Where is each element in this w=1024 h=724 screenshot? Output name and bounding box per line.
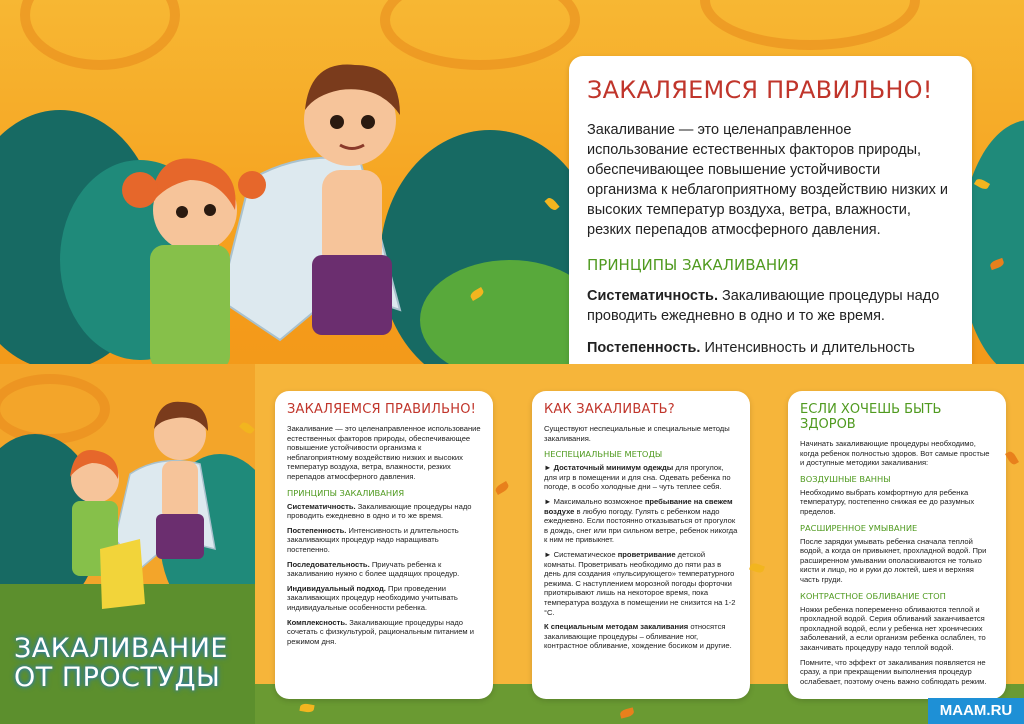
- method-item: [544, 622, 738, 651]
- top-info-panel: [569, 56, 972, 386]
- cover-column: [0, 364, 255, 724]
- method-item: [544, 463, 738, 492]
- method-item-bold: проветривание: [617, 549, 676, 559]
- cover-children-illustration: [40, 389, 230, 619]
- method-item-text: относятся закаливающие процедуры – обливание ног, контрастное обливание, хождение босиком и другие.: [544, 622, 732, 651]
- principle-item: [287, 560, 481, 579]
- methods-panel: [532, 391, 750, 699]
- principle-2-text: Интенсивность и длительность: [700, 340, 915, 356]
- top-panel-title: ЗАКАЛЯЕМСЯ ПРАВИЛЬНО!: [587, 76, 933, 104]
- principle-item-text: Закаливающие процедуры надо проводить ежедневно в одно и то же время.: [287, 501, 472, 521]
- top-panel-principle-1: [587, 286, 954, 326]
- healthy-panel-outro: Помните, что эффект от закаливания появляется не сразу, а при прекращении выполнения процедур ослабевает, поэтому очень важно соблюдать режим.: [800, 657, 987, 686]
- method-item-bold: Достаточный минимум одежды: [553, 463, 674, 473]
- methods-column: [512, 364, 768, 724]
- cover-title: [14, 634, 228, 692]
- principle-item-text: Интенсивность и длительность закаливающих процедур надо наращивать постепенно.: [287, 525, 459, 554]
- air-baths-text: Необходимо выбрать комфортную для ребенка температуру, постепенно снижая ее до разумных пределов.: [800, 487, 975, 516]
- principle-item: [287, 502, 481, 521]
- principle-1-bold: Систематичность.: [587, 288, 718, 304]
- top-panel-intro: Закаливание — это целенаправленное использование естественных факторов природы, обеспечивающее повышение устойчивости организма к неблагоприятному воздействию низких и высоких температур воздуха, ветра, влажности, резких перепадов атмосферного давления.: [587, 122, 949, 238]
- methods-panel-intro: Существуют неспециальные и специальные методы закаливания.: [544, 424, 730, 443]
- principle-item-bold: Последовательность.: [287, 559, 370, 569]
- principle-item-bold: Индивидуальный подход.: [287, 583, 386, 593]
- principle-item: [287, 526, 481, 555]
- top-panel-subtitle: ПРИНЦИПЫ ЗАКАЛИВАНИЯ: [587, 256, 799, 274]
- contrast-subtitle: КОНТРАСТНОЕ ОБЛИВАНИЕ СТОП: [800, 590, 946, 601]
- principle-item: [287, 618, 481, 647]
- principle-item-text: Закаливающие процедуры надо сочетать с физкультурой, рациональным питанием и режимом дня.: [287, 617, 474, 646]
- principles-panel-subtitle: ПРИНЦИПЫ ЗАКАЛИВАНИЯ: [287, 487, 405, 498]
- healthy-panel-title: ЕСЛИ ХОЧЕШЬ БЫТЬ ЗДОРОВ: [800, 402, 942, 432]
- air-baths-subtitle: ВОЗДУШНЫЕ ВАННЫ: [800, 473, 891, 484]
- principles-column: [255, 364, 512, 724]
- method-item-prefix: ►: [544, 463, 554, 473]
- methods-panel-title: КАК ЗАКАЛИВАТЬ?: [544, 402, 675, 417]
- method-item-text: для прогулок, для игр в помещении и для сна. Одевать ребенка по погоде, в особо холодные дни – чуть теплее себя.: [544, 463, 731, 492]
- children-illustration: [100, 40, 440, 370]
- methods-panel-subtitle: НЕСПЕЦИАЛЬНЫЕ МЕТОДЫ: [544, 449, 663, 460]
- method-item-bold: К специальным методам закаливания: [544, 622, 689, 632]
- method-item-text: детской комнаты. Проветривать необходимо до пяти раз в день для создания «пульсирующего» температурного режима. С наступлением морозной погоды форточки приоткрывают лишь на некоторое время, пока температура воздуха в помещении не снизится на 1-2 °С.: [544, 549, 736, 617]
- healthy-panel-intro: Начинать закаливающие процедуры необходимо, когда ребенок полностью здоров. Вот самые простые и доступные методики закаливания:: [800, 439, 990, 468]
- principle-item-text: Приучать ребенка к закаливанию нужно с более щадящих процедур.: [287, 559, 460, 579]
- method-item: [544, 497, 738, 545]
- washing-text: После зарядки умывать ребенка сначала теплой водой, а когда он привыкнет, прохладной водой. При расширенном умывании ополаскиваются не только кисти и лицо, но и руки до локтей, шея и верхняя часть груди.: [800, 536, 987, 584]
- principle-item: [287, 584, 481, 613]
- principle-item-text: При проведении закаливающих процедур необходимо учитывать индивидуальные особенности ребенка.: [287, 583, 458, 612]
- principle-item-bold: Постепенность.: [287, 525, 347, 535]
- principles-panel-title: ЗАКАЛЯЕМСЯ ПРАВИЛЬНО!: [287, 402, 477, 417]
- principles-panel-intro: Закаливание — это целенаправленное использование естественных факторов природы, обеспечивающее повышение устойчивости организма к неблагоприятному воздействию низких и высоких температур воздуха, ветра, влажности, резких перепадов атмосферного давления.: [287, 424, 481, 481]
- principle-item-bold: Систематичность.: [287, 501, 356, 511]
- watermark-badge: MAAM.RU: [928, 698, 1024, 724]
- principle-1-text: Закаливающие процедуры надо проводить ежедневно в одно и то же время.: [587, 288, 940, 324]
- method-item-prefix: ► Систематическое: [544, 549, 618, 559]
- method-item-bold: пребывание на свежем воздухе: [544, 496, 733, 516]
- washing-subtitle: РАСШИРЕННОЕ УМЫВАНИЕ: [800, 522, 918, 533]
- cover-title-line-2: ОТ ПРОСТУДЫ: [14, 662, 221, 693]
- principle-2-bold: Постепенность.: [587, 340, 701, 356]
- principle-item-bold: Комплексность.: [287, 617, 348, 627]
- healthy-column: [768, 364, 1024, 724]
- brochure-spread: [0, 364, 1024, 724]
- cover-title-line-1: ЗАКАЛИВАНИЕ: [14, 633, 228, 664]
- healthy-panel: [788, 391, 1006, 699]
- contrast-text: Ножки ребенка попеременно обливаются теплой и прохладной водой. Серия обливаний заканчивается прохладной водой, если у ребенка нет хронических заболеваний, а если организм ребенка ослаблен, то заканчивать процедуру надо теплой водой.: [800, 604, 986, 652]
- method-item-text: в любую погоду. Гулять с ребенком надо ежедневно. Если постоянно отказываться от прогулок в дождь, снег или при сильном ветре, ребенок никогда к ним не привыкнет.: [544, 506, 738, 545]
- top-panel-principle-2: [587, 338, 954, 358]
- method-item-prefix: ► Максимально возможное: [544, 496, 645, 506]
- principles-panel: [275, 391, 493, 699]
- method-item: [544, 550, 738, 617]
